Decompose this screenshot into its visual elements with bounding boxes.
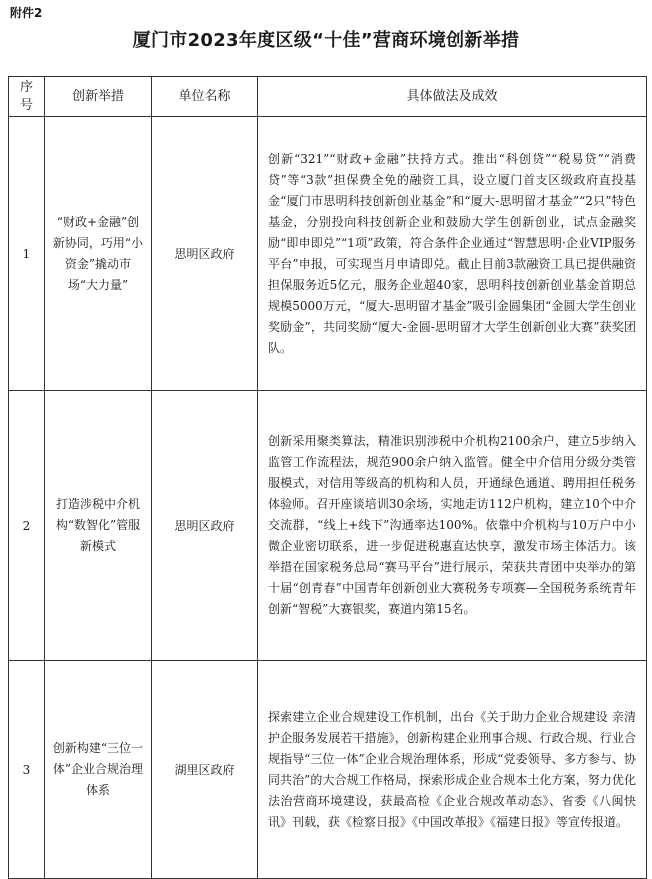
table-header-row	[9, 77, 647, 117]
row-measure: 打造涉税中介机构“数智化”管服新模式	[45, 391, 152, 661]
table-row	[9, 391, 647, 661]
table-row	[9, 117, 647, 391]
row-details: 创新采用聚类算法，精准识别涉税中介机构2100余户，建立5步纳入监管工作流程法，规范900余户纳入监管。健全中介信用分级分类管服模式，对信用等级高的机构和人员，开通绿色通道、聘用担任税务体验师。召开座谈培训30余场，实地走访112户机构，建立10个中介交流群，“线上+线下”沟通率达100%。依靠中介机构与10万户中小微企业密切联系，进一步促进税惠直达快享，激发市场主体活力。该举措在国家税务总局“赛马平台”进行展示，荣获共青团中央举办的第十届“创青春”中国青年创新创业大赛税务专项赛—全国税务系统青年创新“智税”大赛银奖，赛道内第15名。	[258, 391, 647, 661]
row-details: 探索建立企业合规建设工作机制，出台《关于助力企业合规建设 亲清护企服务发展若干措施》，创新构建企业刑事合规、行政合规、行业合规指导“三位一体”企业合规治理体系，形成“党委领导、多方参与、协同共治”的大合规工作格局，探索形成企业合规本土化方案，努力优化法治营商环境建设，获最高检《企业合规改革动态》、省委《八闽快讯》刊载，获《检察日报》《中国改革报》《福建日报》等宣传报道。	[258, 661, 647, 879]
header-unit: 单位名称	[152, 77, 258, 117]
measures-table	[8, 76, 647, 879]
row-unit: 思明区政府	[152, 391, 258, 661]
row-no: 2	[9, 391, 45, 661]
document-title: 厦门市2023年度区级“十佳”营商环境创新举措	[132, 30, 520, 51]
row-measure: 创新构建“三位一体”企业合规治理体系	[45, 661, 152, 879]
header-no: 序号	[9, 77, 45, 117]
header-details: 具体做法及成效	[258, 77, 647, 117]
row-no: 3	[9, 661, 45, 879]
table-row	[9, 661, 647, 879]
row-unit: 湖里区政府	[152, 661, 258, 879]
row-no: 1	[9, 117, 45, 391]
attachment-label: 附件2	[10, 6, 43, 20]
row-unit: 思明区政府	[152, 117, 258, 391]
row-measure: “财政+金融”创新协同，巧用“小资金”撬动市场“大力量”	[45, 117, 152, 391]
header-measure: 创新举措	[45, 77, 152, 117]
row-details: 创新“321”“财政+金融”扶持方式。推出“科创贷”“税易贷”“消费贷”等“3款”担保费全免的融资工具，设立厦门首支区级政府直投基金“厦门市思明科技创新创业基金”和“厦大-思明留才基金”“2只”特色基金，分别投向科技创新企业和鼓励大学生创新创业，试点金融奖励“即申即兑”“1项”政策，符合条件企业通过“智慧思明·企业VIP服务平台”申报，可实现当月申请即兑。截止目前3款融资工具已提供融资担保服务近5亿元，服务企业超40家，思明科技创新创业基金首期总规模5000万元，“厦大-思明留才基金”吸引金圆集团“金圆大学生创业奖励金”，共同奖励“厦大-金圆-思明留才大学生创新创业大赛”获奖团队。	[258, 117, 647, 391]
